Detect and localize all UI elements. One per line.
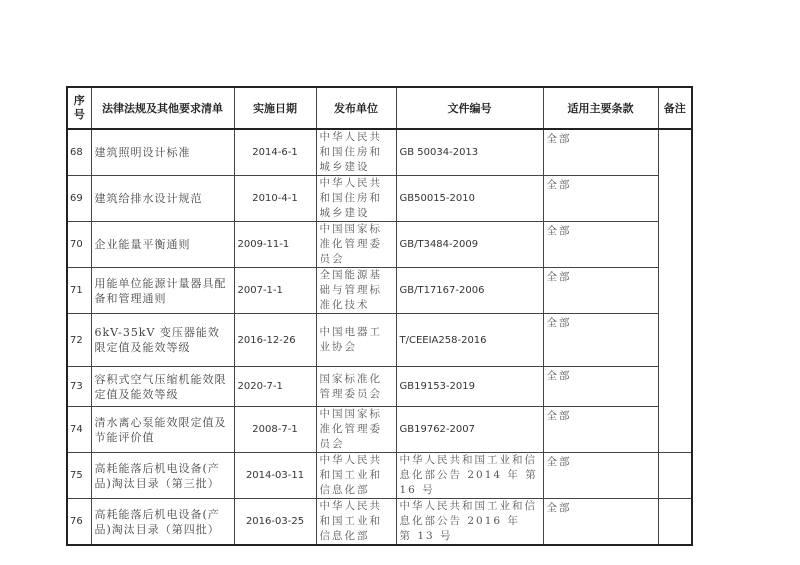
row-number: 70 [67,222,91,268]
table-row [67,499,692,546]
row-number: 68 [67,129,91,176]
regulation-name: 建筑照明设计标准 [91,129,234,176]
applicable-clauses: 全部 [543,222,658,268]
effective-date: 2014-03-11 [234,453,316,499]
applicable-clauses: 全部 [543,314,658,367]
issuing-org: 中国国家标准化管理委员会 [316,407,396,453]
header-org: 发布单位 [316,87,396,129]
document-code: 中华人民共和国工业和信息化部公告 2014 年 第 16 号 [396,453,543,499]
applicable-clauses: 全部 [543,453,658,499]
table-row [67,407,692,453]
regulation-name: 清水离心泵能效限定值及节能评价值 [91,407,234,453]
issuing-org: 中华人民共和国工业和信息化部 [316,499,396,546]
effective-date: 2008-7-1 [234,407,316,453]
row-number: 73 [67,367,91,407]
effective-date: 2016-03-25 [234,499,316,546]
document-code: GB50015-2010 [396,176,543,222]
table-row [67,453,692,499]
applicable-clauses: 全部 [543,268,658,314]
regulation-name: 高耗能落后机电设备(产品)淘汰目录（第三批） [91,453,234,499]
note-cell [658,499,692,546]
issuing-org: 中华人民共和国住房和城乡建设 [316,176,396,222]
header-no: 序号 [67,87,91,129]
table-row [67,129,692,176]
header-name: 法律法规及其他要求清单 [91,87,234,129]
header-note: 备注 [658,87,692,129]
document-code: GB19762-2007 [396,407,543,453]
issuing-org: 国家标准化管理委员会 [316,367,396,407]
applicable-clauses: 全部 [543,499,658,546]
document-code: GB/T3484-2009 [396,222,543,268]
issuing-org: 中国国家标准化管理委员会 [316,222,396,268]
table-row [67,176,692,222]
row-number: 74 [67,407,91,453]
issuing-org: 中国电器工业协会 [316,314,396,367]
regulations-table [66,86,693,546]
regulation-name: 高耗能落后机电设备(产品)淘汰目录（第四批） [91,499,234,546]
row-number: 71 [67,268,91,314]
effective-date: 2010-4-1 [234,176,316,222]
effective-date: 2016-12-26 [234,314,316,367]
issuing-org: 中华人民共和国工业和信息化部 [316,453,396,499]
row-number: 69 [67,176,91,222]
issuing-org: 中华人民共和国住房和城乡建设 [316,129,396,176]
regulation-name: 用能单位能源计量器具配备和管理通则 [91,268,234,314]
note-cell [658,453,692,499]
applicable-clauses: 全部 [543,176,658,222]
document-code: GB/T17167-2006 [396,268,543,314]
row-number: 76 [67,499,91,546]
document-code: GB19153-2019 [396,367,543,407]
applicable-clauses: 全部 [543,367,658,407]
header-date: 实施日期 [234,87,316,129]
row-number: 72 [67,314,91,367]
issuing-org: 全国能源基础与管理标准化技术 [316,268,396,314]
applicable-clauses: 全部 [543,129,658,176]
table-row [67,222,692,268]
effective-date: 2009-11-1 [234,222,316,268]
document-code: GB 50034-2013 [396,129,543,176]
header-row [67,87,692,129]
regulation-name: 6kV-35kV 变压器能效限定值及能效等级 [91,314,234,367]
table-row [67,367,692,407]
regulation-name: 企业能量平衡通则 [91,222,234,268]
table-row [67,268,692,314]
row-number: 75 [67,453,91,499]
effective-date: 2007-1-1 [234,268,316,314]
regulation-name: 容积式空气压缩机能效限定值及能效等级 [91,367,234,407]
table-row [67,314,692,367]
effective-date: 2014-6-1 [234,129,316,176]
header-code: 文件编号 [396,87,543,129]
applicable-clauses: 全部 [543,407,658,453]
document-code: 中华人民共和国工业和信息化部公告 2016 年 第 13 号 [396,499,543,546]
header-clause: 适用主要条款 [543,87,658,129]
regulation-name: 建筑给排水设计规范 [91,176,234,222]
document-code: T/CEEIA258-2016 [396,314,543,367]
effective-date: 2020-7-1 [234,367,316,407]
note-cell [658,129,692,453]
